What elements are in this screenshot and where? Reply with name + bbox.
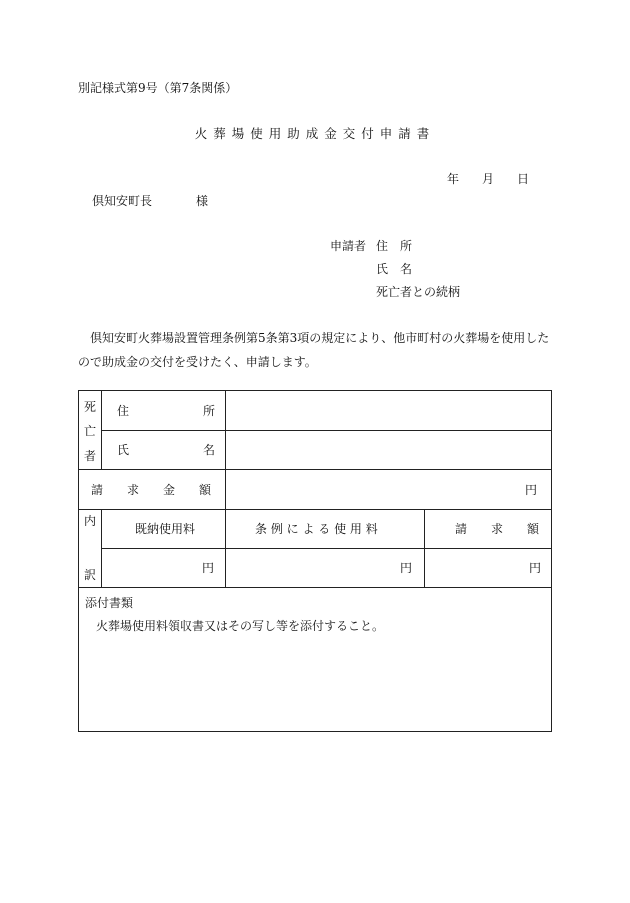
deceased-name-label: 名: [203, 443, 216, 457]
breakdown-label-char: 内: [84, 514, 97, 528]
row-divider: [79, 509, 552, 510]
attachments-label: 添付書類: [85, 596, 134, 610]
form-code: 別記様式第9号（第7条関係）: [78, 81, 238, 95]
breakdown-label-char: 訳: [84, 568, 97, 582]
deceased-label-char: 亡: [84, 424, 97, 438]
applicant-address-label: 住 所: [376, 239, 413, 253]
deceased-address-field[interactable]: [226, 391, 552, 430]
date-month-label: 月: [482, 172, 495, 186]
addressee-name: 倶知安町長: [92, 194, 153, 208]
applicant-relation-label: 死亡者との続柄: [376, 285, 461, 299]
deceased-name-label: 氏: [117, 443, 130, 457]
deceased-label-char: 者: [84, 449, 97, 463]
deceased-label-char: 死: [84, 400, 97, 414]
claim-amount-field[interactable]: [226, 470, 552, 509]
claim-yen: 円: [529, 561, 542, 575]
date-year-label: 年: [447, 172, 460, 186]
addressee: [92, 194, 209, 208]
row-divider: [79, 587, 552, 588]
ordinance-fee-field[interactable]: [226, 549, 424, 587]
applicant-label: 申請者: [330, 239, 367, 253]
statement-paragraph: 倶知安町火葬場設置管理条例第5条第3項の規定により、他市町村の火葬場を使用したので助成金の交付を受けたく、申請します。: [78, 331, 550, 369]
deceased-address-label: 住: [117, 404, 130, 418]
claim-header: 請 求 額: [455, 522, 540, 536]
document-title: 火葬場使用助成金交付申請書: [194, 126, 436, 141]
claim-amount-label: 請 求 金 額: [91, 483, 212, 497]
attachments-note: 火葬場使用料領収書又はその写し等を添付すること。: [96, 619, 385, 633]
deceased-address-label: 所: [203, 404, 216, 418]
paid-fee-yen: 円: [202, 561, 215, 575]
claim-amount-yen: 円: [525, 483, 538, 497]
application-table: [78, 390, 552, 732]
paid-fee-header: 既納使用料: [135, 522, 196, 536]
date-day-label: 日: [517, 172, 530, 186]
ordinance-fee-header: 条 例 に よ る 使 用 料: [255, 522, 378, 536]
applicant-name-label: 氏 名: [376, 262, 413, 276]
addressee-honorific: 様: [196, 194, 209, 208]
ordinance-fee-yen: 円: [400, 561, 413, 575]
column-divider: [101, 391, 102, 469]
deceased-name-field[interactable]: [226, 431, 552, 469]
